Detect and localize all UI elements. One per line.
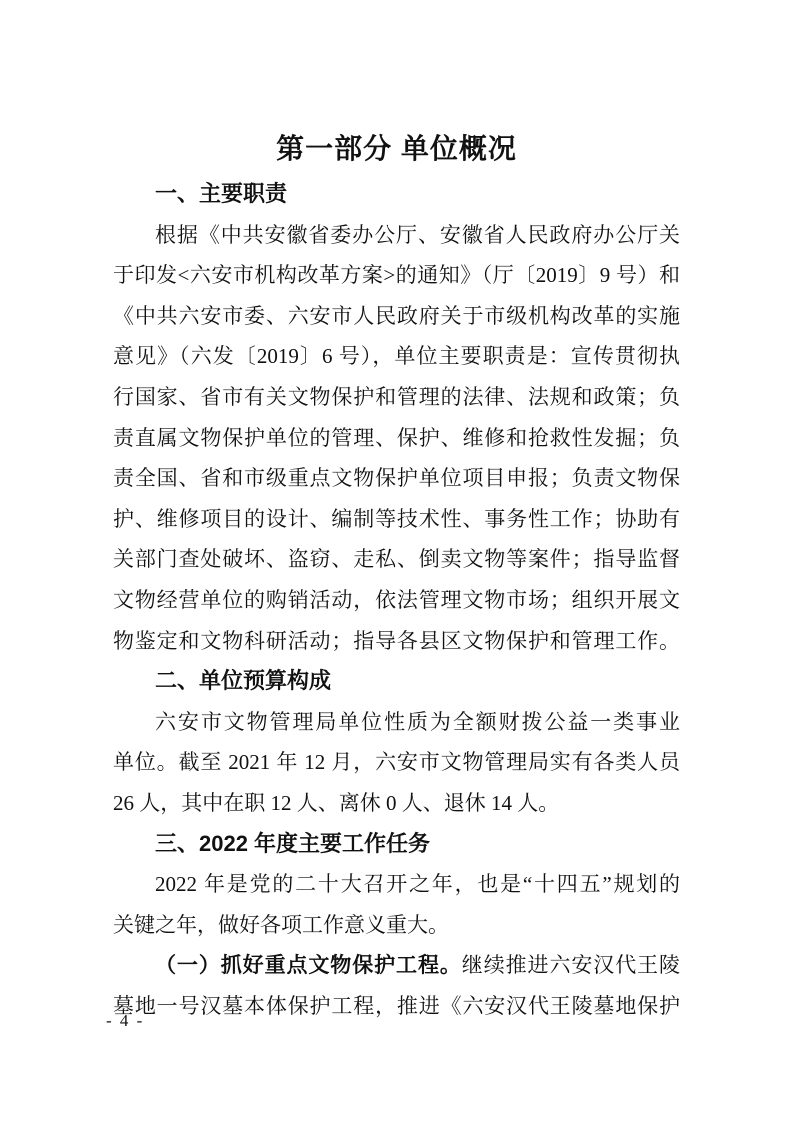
text-segment: 行国家、省市有关文物保护和管理的法律、法规和政策；负 xyxy=(113,384,680,409)
text-line xyxy=(113,336,680,377)
text-line xyxy=(113,499,680,540)
text-segment: 六安市文物管理局单位性质为全额财拨公益一类事业 xyxy=(155,709,680,734)
text-line xyxy=(113,783,680,824)
bold-text-segment: （一）抓好重点文物保护工程。 xyxy=(155,953,462,978)
section-heading: 二、单位预算构成 xyxy=(155,668,332,694)
text-line xyxy=(113,986,680,1027)
text-line xyxy=(113,255,680,296)
text-segment: 2022 年是党的二十大召开之年，也是“十四五”规划的 xyxy=(155,872,680,897)
text-line xyxy=(113,580,680,621)
text-line xyxy=(113,458,680,499)
text-segment: 意见》（六发〔2019〕6 号），单位主要职责是：宣传贯彻执 xyxy=(113,344,680,369)
text-segment: 墓地一号汉墓本体保护工程，推进《六安汉代王陵墓地保护 xyxy=(113,993,680,1018)
text-segment: 单位。截至 2021 年 12 月，六安市文物管理局实有各类人员 xyxy=(113,750,680,775)
document-content xyxy=(113,174,680,1026)
text-line xyxy=(113,377,680,418)
text-segment: 于印发<六安市机构改革方案>的通知》（厅〔2019〕9 号）和 xyxy=(113,263,680,288)
text-line xyxy=(113,702,680,743)
page-title: 第一部分 单位概况 xyxy=(276,133,517,164)
text-segment: 《中共六安市委、六安市人民政府关于市级机构改革的实施 xyxy=(113,303,680,328)
section-heading: 一、主要职责 xyxy=(155,181,288,206)
text-line xyxy=(113,905,680,946)
section-heading: 三、2022 年度主要工作任务 xyxy=(155,830,431,856)
text-segment: 护、维修项目的设计、编制等技术性、事务性工作；协助有 xyxy=(113,506,680,531)
text-segment: 关部门查处破坏、盗窃、走私、倒卖文物等案件；指导监督 xyxy=(113,547,680,572)
text-segment: 责全国、省和市级重点文物保护单位项目申报；负责文物保 xyxy=(113,466,680,491)
text-line xyxy=(113,418,680,459)
text-segment: 文物经营单位的购销活动，依法管理文物市场；组织开展文 xyxy=(113,587,680,612)
text-segment: 26 人，其中在职 12 人、离休 0 人、退休 14 人。 xyxy=(113,790,560,815)
text-segment: 物鉴定和文物科研活动；指导各县区文物保护和管理工作。 xyxy=(113,628,680,653)
text-segment: 根据《中共安徽省委办公厅、安徽省人民政府办公厅关 xyxy=(155,222,680,247)
text-line xyxy=(113,296,680,337)
text-line xyxy=(113,742,680,783)
text-line xyxy=(113,621,680,662)
text-segment: 关键之年，做好各项工作意义重大。 xyxy=(113,912,449,937)
text-line xyxy=(113,539,680,580)
text-segment: 责直属文物保护单位的管理、保护、维修和抢救性发掘；负 xyxy=(113,425,680,450)
text-line xyxy=(113,864,680,905)
text-line xyxy=(113,215,680,256)
text-segment: 继续推进六安汉代王陵 xyxy=(461,953,680,978)
page-number: - 4 - xyxy=(106,1011,145,1030)
text-line xyxy=(113,945,680,986)
